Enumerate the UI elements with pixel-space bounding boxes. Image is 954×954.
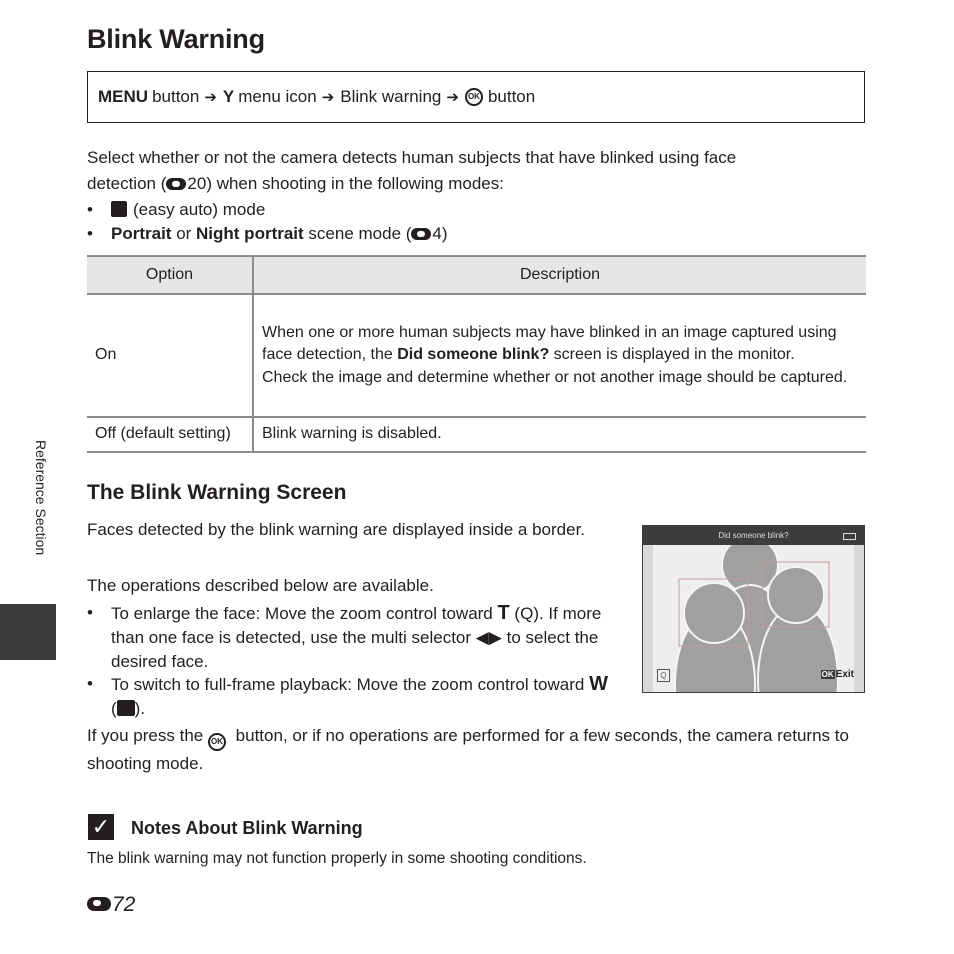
- battery-icon: [843, 533, 856, 540]
- screen-prompt: Did someone blink?: [643, 526, 864, 545]
- tele-icon: T: [497, 602, 510, 624]
- wrench-icon: Y: [222, 87, 235, 106]
- option-cell: On: [87, 294, 253, 417]
- blink-screen-description: Faces detected by the blink warning are displayed inside a border.: [87, 520, 586, 539]
- mode-bullet-2: • Portrait or Night portrait scene mode ( 4): [87, 224, 448, 243]
- arrow-icon: ➔: [204, 89, 217, 106]
- blink-warning-screen-illustration: [642, 525, 865, 693]
- blink-warning-item: Blink warning: [340, 87, 442, 106]
- operation-bullet-1: • To enlarge the face: Move the zoom control toward T (Q). If more than one face is detected, use the multi selector ◀▶ to select the desired face.: [87, 602, 602, 671]
- reference-section-icon: [411, 228, 431, 240]
- table-row: [87, 294, 866, 417]
- table-row: [87, 417, 866, 452]
- option-cell: Off (default setting): [87, 417, 253, 452]
- wide-icon: W: [589, 673, 608, 695]
- page-title: Blink Warning: [87, 24, 265, 54]
- note-title: Notes About Blink Warning: [131, 818, 363, 838]
- operations-intro: The operations described below are available.: [87, 576, 434, 595]
- intro-text: [87, 145, 867, 197]
- menu-icon-label: menu icon: [238, 87, 317, 106]
- page-number: 72: [87, 893, 135, 917]
- operation-bullet-2: • To switch to full-frame playback: Move the zoom control toward W ( ).: [87, 673, 608, 718]
- description-cell: Blink warning is disabled.: [253, 417, 866, 452]
- check-note-icon: ✓: [88, 814, 114, 840]
- easy-auto-icon: [111, 201, 127, 217]
- column-header-option: Option: [87, 256, 253, 294]
- arrow-icon: ➔: [446, 89, 459, 106]
- ok-button-icon: OK: [465, 88, 483, 106]
- ok-button-label: button: [487, 87, 536, 106]
- note-text: The blink warning may not function properly in some shooting conditions.: [87, 850, 587, 867]
- side-section-tab: [0, 604, 56, 660]
- ok-button-icon: OK: [208, 733, 226, 751]
- zoom-icon: Q: [657, 669, 670, 682]
- arrow-icon: ➔: [321, 89, 335, 106]
- side-section-label: Reference Section: [33, 440, 49, 556]
- menu-button-label: button: [152, 87, 200, 106]
- ok-button-note: If you press the OK button, or if no operations are performed for a few seconds, the camera returns to shooting mode.: [87, 726, 849, 773]
- reference-section-icon: [166, 178, 186, 190]
- description-cell: When one or more human subjects may have blinked in an image captured using face detection, the Did someone blink? screen is displayed in the monitor. Check the image and determine whether or not another image should be captured.: [253, 294, 866, 417]
- mode-bullet-1: • (easy auto) mode: [87, 200, 266, 219]
- intro-line-2: detection ( 20) when shooting in the following modes:: [87, 174, 504, 193]
- reference-section-icon: [87, 897, 111, 911]
- exit-hint: OK Exit: [821, 669, 854, 680]
- options-table: [87, 255, 866, 453]
- full-frame-icon: [117, 700, 135, 716]
- intro-line-1: Select whether or not the camera detects human subjects that have blinked using face: [87, 148, 737, 167]
- multi-selector-icon: ◀▶: [475, 628, 502, 647]
- section-heading: The Blink Warning Screen: [87, 481, 347, 504]
- zoom-icon: Q: [520, 604, 534, 623]
- column-header-description: Description: [253, 256, 866, 294]
- menu-icon: MENU: [98, 87, 149, 106]
- menu-path: [87, 71, 865, 123]
